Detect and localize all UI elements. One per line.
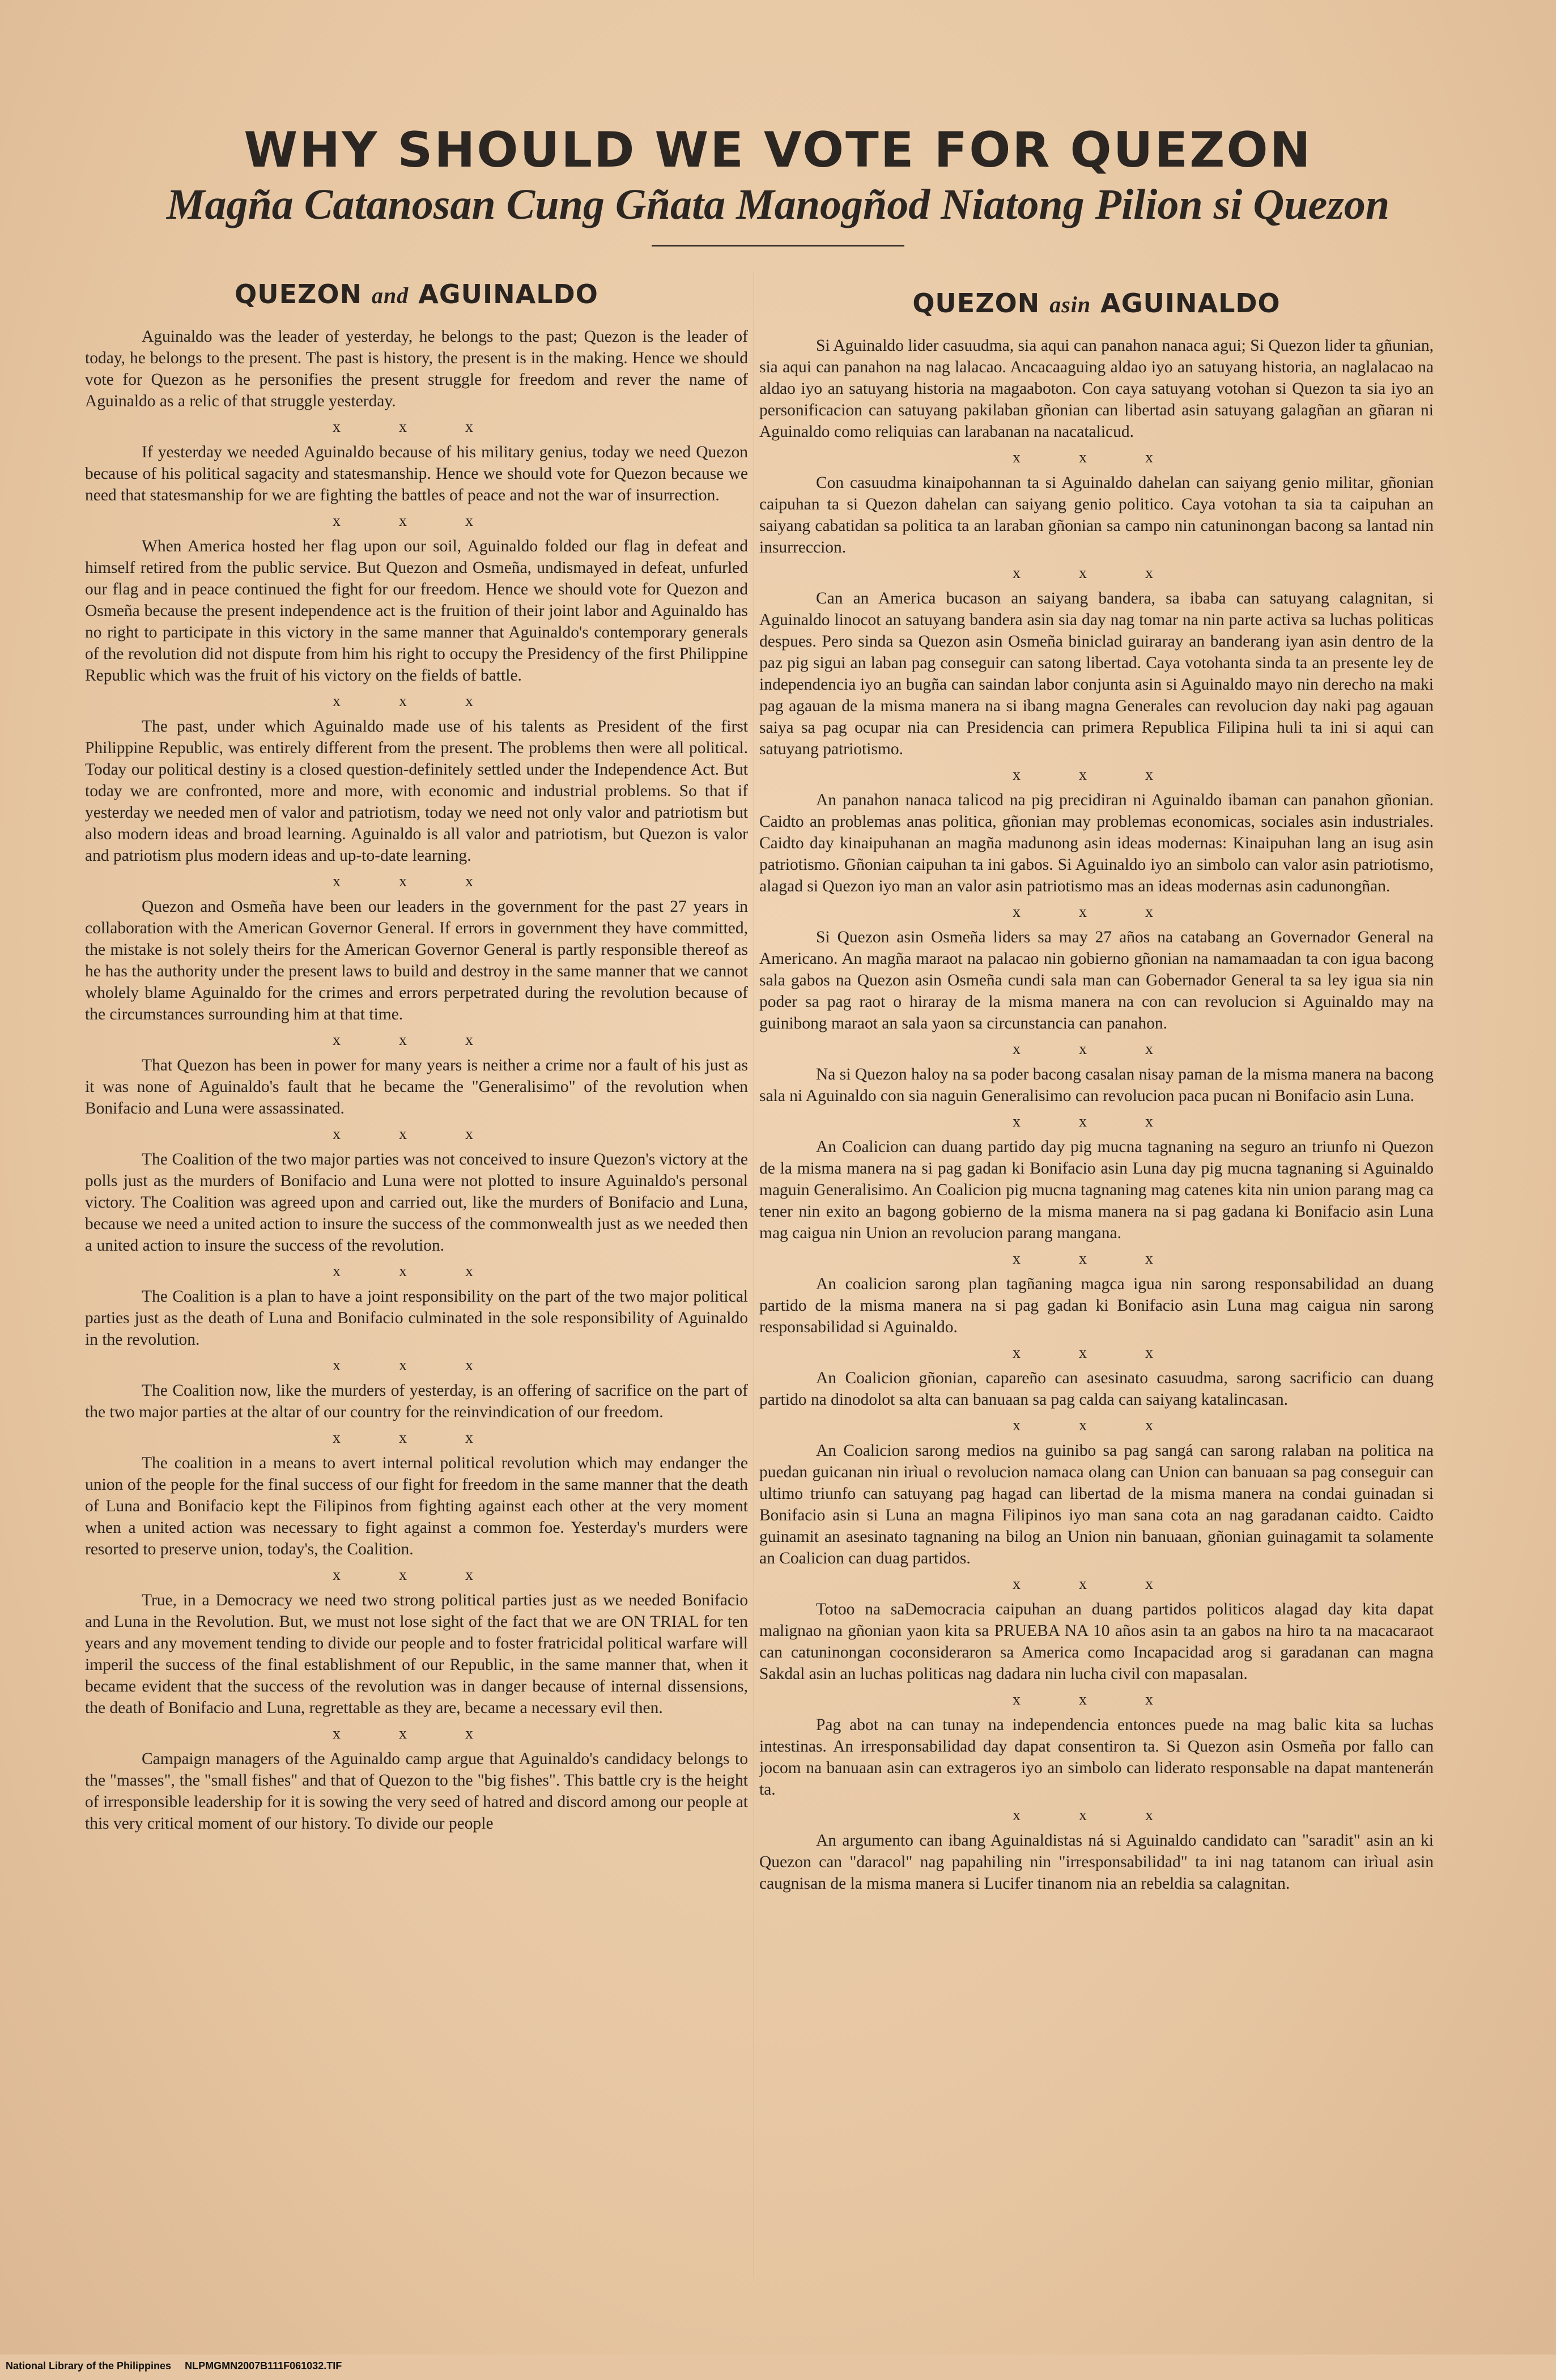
paragraph: An Coalicion can duang partido day pig mucna tagnaning na seguro an triunfo ni Quezon de la misma manera na si pag gadan ki Bonifacio asin Luna day pig mucna tagnaning si Aguinaldo maguin Generalisimo. An Coalicion pig mucna tagnaning mag catenes kita nin union parang mag ca tener nin exito an bagong gobierno de la misma manera na si pag gadana ki Bonifacio asin Luna mag caigua nin Union an revolucion parang mangana. xyxy=(759,1138,1434,1242)
section-separator: x x x xyxy=(1013,1691,1180,1708)
section-separator: x x x xyxy=(1013,1113,1180,1130)
paragraph: When America hosted her flag upon our soil, Aguinaldo folded our flag in defeat and himself retired from the public service. But Quezon and Osmeña, undismayed in defeat, unfurled our flag and in peace continued the fight for our freedom. Hence we should vote for Quezon and Osmeña because the present independence act is the fruition of their joint labor and Aguinaldo has no right to participate in this victory in the same manner that Aguinaldo's contemporary generals of the revolution did not dispute from him his right to occupy the Presidency of the first Philippine Republic which was the fruit of his victory on the fields of battle. xyxy=(85,537,748,685)
paragraph: Con casuudma kinaipohannan ta si Aguinaldo dahelan can saiyang genio militar, gñonian caipuhan ta si Quezon dahelan can saiyang genio politico. Caya votohan ta sia ta caipuhan an saiyang cabatidan sa politica ta an laraban gñonian sa campo nin catuninongan bacong sa lantad nin insurreccion. xyxy=(759,474,1434,556)
section-separator: x x x xyxy=(1013,1807,1180,1824)
english-column-body xyxy=(85,326,748,1834)
document-subtitle: Magña Catanosan Cung Gñata Manogñod Niatong Pilion si Quezon xyxy=(166,181,1390,228)
paragraph: The Coalition of the two major parties was not conceived to insure Quezon's victory at the polls just as the murders of Bonifacio and Luna were not plotted to insure Aguinaldo's personal victory. The Coalition was agreed upon and carried out, like the murders of Bonifacio and Luna, because we need a united action to insure the success of the commonwealth just as we needed then a united action to insure the success of the revolution. xyxy=(85,1150,748,1255)
paragraph: That Quezon has been in power for many years is neither a crime nor a fault of his just as it was none of Aguinaldo's fault that he became the "Generalisimo" of the revolution when Bonifacio and Luna were assassinated. xyxy=(85,1056,748,1117)
paragraph: If yesterday we needed Aguinaldo because of his military genius, today we need Quezon because of his political sagacity and statesmanship. Hence we should vote for Quezon because we need that statesmanship for we are fighting the battles of peace and not the war of insurrection. xyxy=(85,443,748,504)
paragraph: True, in a Democracy we need two strong political parties just as we needed Bonifacio and Luna in the Revolution. But, we must not lose sight of the fact that we are ON TRIAL for ten years and any movement tending to divide our people and to foster fratricidal political warfare will imperil the success of the final establishment of our Republic, in the same manner that, when it became evident that the success of the revolution was in danger because of internal dissensions, the death of Bonifacio and Luna, regrettable as they are, became a necessary evil then. xyxy=(85,1591,748,1717)
paragraph: The coalition in a means to avert internal political revolution which may endanger the union of the people for the final success of our fight for freedom in the same manner that the death of Luna and Bonifacio kept the Filipinos from fighting against each other at the very moment when a united action was necessary to fight against a common foe. Yesterday's murders were resorted to preserve union, today's, the Coalition. xyxy=(85,1454,748,1558)
paragraph: Si Aguinaldo lider casuudma, sia aqui can panahon nanaca agui; Si Quezon lider ta gñunian, sia aqui can panahon na nag lalacao. Ancacaaguing aldao iyo an satuyang historia, an naglalacao na aldao iyo an satuyang historia na magaaboton. Con caya satuyang votohan si Quezon ta sia iyo an personificacion can satuyang pakilaban gñonian can libertad asin satuyang galagñan an gñaran ni Aguinaldo como reliquias can larabanan na nacatalicud. xyxy=(759,337,1434,441)
section-separator: x x x xyxy=(333,873,500,890)
section-separator: x x x xyxy=(1013,1344,1180,1362)
section-separator: x x x xyxy=(333,1725,500,1742)
section-separator: x x x xyxy=(1013,766,1180,784)
paragraph: An Coalicion gñonian, capareño can asesinato casuudma, sarong sacrificio can duang partido na dinodolot sa alta can banuaan sa pag calda can saiyang katalincasan. xyxy=(759,1369,1434,1409)
paragraph: Si Quezon asin Osmeña liders sa may 27 años na catabang an Governador General na Americano. An magña maraot na palacao nin gobierno gñonian na namamaadan ta con igua bacong sala gabos na Quezon asin Osmeña cundi sala man can Gobernador General ta sa ley igua sia nin poder sa pag raot o hiraray de la misma manera na con can revolucion si Aguinaldo may na guinibong maraot an sala yaon sa circunstancia can panahon. xyxy=(759,928,1434,1032)
section-separator: x x x xyxy=(1013,1250,1180,1268)
section-separator: x x x xyxy=(333,512,500,530)
document-title: WHY SHOULD WE VOTE FOR QUEZON xyxy=(244,122,1312,178)
footer-text xyxy=(6,2360,342,2372)
section-separator: x x x xyxy=(1013,1040,1180,1058)
section-separator: x x x xyxy=(1013,903,1180,921)
paragraph: An argumento can ibang Aguinaldistas ná si Aguinaldo candidato can "saradit" asin an ki Quezon can "daracol" nag papahiling nin "irresponsabilidad" ta ini nag tatanom can irìual asin caugnisan de la misma manera si Lucifer tinanom nia an rebeldia sa calagnitan. xyxy=(759,1831,1434,1893)
section-separator: x x x xyxy=(333,418,500,436)
section-separator: x x x xyxy=(333,1566,500,1584)
section-separator: x x x xyxy=(333,1263,500,1280)
bikol-column xyxy=(759,272,1434,2278)
section-separator: x x x xyxy=(1013,1575,1180,1593)
paragraph: Can an America bucason an saiyang bandera, sa ibaba can satuyang calagnitan, si Aguinaldo linocot an satuyang bandera asin sia day nag tomar na nin parte activa sa luchas politicas despues. Pero sinda sa Quezon asin Osmeña biniclad guiraray an banderang iyan asin dentro de la paz pig sigui an laban pag conseguir can satong libertad. Caya votohanta sinda ta an presente ley de independencia iyo an bugña can saindan labor conjunta asin si Aguinaldo mayo nin derecho na maki pag agauan de la misma manera na si ibang magna Generales can revolucion day naki pag agauan saiya sa pag ocupar nia can Presidencia can primera Republica Filipina huli ta ini si aqui can satuyang patriotismo. xyxy=(759,589,1434,758)
section-separator: x x x xyxy=(1013,1417,1180,1434)
paragraph: Na si Quezon haloy na sa poder bacong casalan nisay paman de la misma manera na bacong sala ni Aguinaldo con sia naguin Generalisimo can revolucion paca pucan ni Bonifacio asin Luna. xyxy=(759,1065,1434,1105)
paragraph: An panahon nanaca talicod na pig precidiran ni Aguinaldo ibaman can panahon gñonian. Caidto an problemas anas politica, gñonian may problemas economicas, sociales asin industriales. Caidto day kinaipuhanan an magña madunong asin ideas modernas: Kinaipuhan lang an isug asin patriotismo. Gñonian caipuhan ta ini gabos. Si Aguinaldo iyo an simbolo can valor asin patriotismo, alagad si Quezon iyo man an valor asin patriotismo mas an ideas modernas asin cadunongñan. xyxy=(759,791,1434,895)
english-column xyxy=(85,272,748,2278)
section-separator: x x x xyxy=(1013,564,1180,582)
paragraph: An Coalicion sarong medios na guinibo sa pag sangá can sarong ralaban na politica na puedan guicanan nin irìual o revolucion namaca olang can Union can banuaan sa pag conseguir can ultimo triunfo can satuyang pag hagad can libertad de la misma manera na condai guinadan si Bonifacio asin si Luna an magna Filipinos iyo man sana cota an nag garadanan caidto. Caidto guinamit an asesinato tagnaning na bilog an Union nin banuaan, gñonian guinagamit ta solamente an Coalicion can duag partidos. xyxy=(759,1442,1434,1567)
footer-library: National Library of the Philippines xyxy=(6,2360,172,2372)
paragraph: The Coalition now, like the murders of yesterday, is an offering of sacrifice on the part of the two major parties at the altar of our country for the reinvindication of our freedom. xyxy=(85,1382,748,1421)
bikol-column-body xyxy=(759,335,1434,1894)
section-separator: x x x xyxy=(333,692,500,710)
section-separator: x x x xyxy=(333,1031,500,1049)
paragraph: Aguinaldo was the leader of yesterday, he belongs to the past; Quezon is the leader of today, he belongs to the present. The past is history, the present is in the making. Hence we should vote for Quezon as he personifies the present struggle for freedom and rever the name of Aguinaldo as a relic of that struggle yesterday. xyxy=(85,328,748,410)
bikol-column-heading: QUEZON asin AGUINALDO xyxy=(912,288,1281,318)
archive-footer xyxy=(0,2354,1556,2380)
footer-file: NLPMGMN2007B111F061032.TIF xyxy=(185,2360,342,2372)
paragraph: Totoo na saDemocracia caipuhan an duang partidos politicos alagad day kita dapat malignao na gñonian yaon kita sa PRUEBA NA 10 años asin ta an gabos na hiro ta na macacaraot can catuninongan coconsideraron sa America como Incapacidad arog si garadanan can magna Sakdal asin an luchas politicas nag dadara nin lucha civil con mapasalan. xyxy=(759,1600,1434,1683)
title-rule xyxy=(652,245,904,246)
section-separator: x x x xyxy=(1013,449,1180,466)
section-separator: x x x xyxy=(333,1429,500,1447)
paragraph: Campaign managers of the Aguinaldo camp argue that Aguinaldo's candidacy belongs to the "masses", the "small fishes" and that of Quezon to the "big fishes". This battle cry is the height of irresponsible leadership for it is sowing the very seed of hatred and discord among our people at this very critical moment of our history. To divide our people xyxy=(85,1750,748,1833)
english-column-heading: QUEZON and AGUINALDO xyxy=(235,279,598,309)
section-separator: x x x xyxy=(333,1125,500,1143)
paragraph: Quezon and Osmeña have been our leaders in the government for the past 27 years in collaboration with the American Governor General. If errors in government they have committed, the mistake is not solely theirs for the American Governor General is partly responsible thereof as he has the authority under the present laws to build and destroy in the same manner that we cannot wholely blame Aguinaldo for the crimes and errors perpetrated during the revolution because of the circumstances surrounding him at that time. xyxy=(85,898,748,1023)
paragraph: An coalicion sarong plan tagñaning magca igua nin sarong responsabilidad an duang partido de la misma manera na si pag gadan ki Bonifacio asin Luna mag caigua nin sarong responsabilidad si Aguinaldo. xyxy=(759,1275,1434,1336)
paragraph: Pag abot na can tunay na independencia entonces puede na mag balic kita sa luchas intestinas. An irresponsabilidad day dapat consentiron ta. Si Quezon asin Osmeña por fallo can jocom na banuaan asin can extrageros iyo an simbolo can liderato responsable na dapat mantenerán ta. xyxy=(759,1716,1434,1799)
paragraph: The past, under which Aguinaldo made use of his talents as President of the first Philippine Republic, was entirely different from the present. The problems then were all political. Today our political destiny is a closed question-definitely settled under the Independence Act. But today we are confronted, more and more, with economic and industrial problems. So that if yesterday we needed men of valor and patriotism, today we need not only valor and patriotism but also modern ideas and broad learning. Aguinaldo is all valor and patriotism, but Quezon is valor and patriotism plus modern ideas and up-to-date learning. xyxy=(85,717,748,865)
paragraph: The Coalition is a plan to have a joint responsibility on the part of the two major political parties just as the death of Luna and Bonifacio culminated in the sole responsibility of Aguinaldo in the revolution. xyxy=(85,1287,748,1349)
section-separator: x x x xyxy=(333,1357,500,1374)
